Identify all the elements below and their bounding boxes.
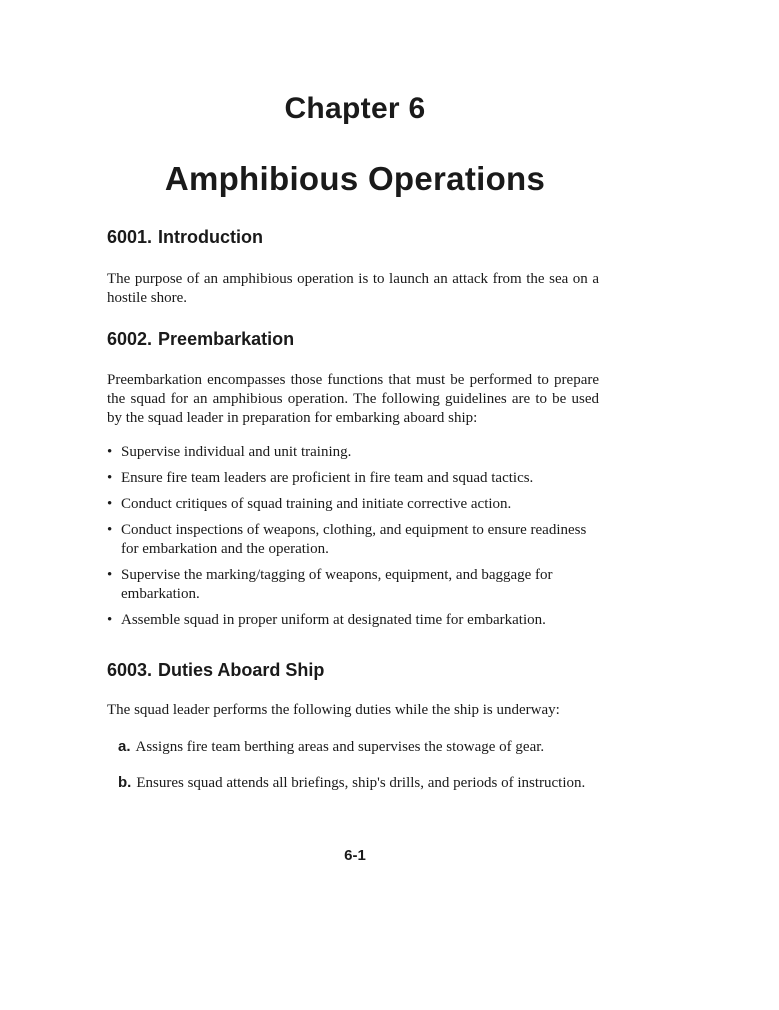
section-title: Introduction [158, 227, 264, 247]
list-item: • Conduct inspections of weapons, clothing, and equipment to ensure readiness for embarkation and the operation. [107, 522, 587, 557]
item-letter: b. [118, 774, 132, 791]
list-item: • Ensure fire team leaders are proficient in fire team and squad tactics. [107, 470, 534, 486]
section-title: Preembarkation [158, 329, 295, 349]
preembarkation-bullet-list [107, 443, 599, 637]
section-heading-6001 [107, 227, 263, 248]
item-letter: a. [118, 738, 131, 755]
list-item: • Conduct critiques of squad training and initiate corrective action. [107, 496, 512, 512]
lettered-item-a [118, 737, 599, 757]
section-number: 6002. [107, 329, 153, 349]
list-item: • Supervise individual and unit training. [107, 444, 352, 460]
page-number: 6-1 [344, 847, 366, 864]
section-heading-6003 [107, 660, 324, 681]
item-text: Ensures squad attends all briefings, ship's drills, and periods of instruction. [136, 775, 586, 791]
bullet-icon: • [107, 470, 113, 486]
intro-paragraph: The purpose of an amphibious operation is to launch an attack from the sea on a hostile shore. [107, 271, 599, 306]
section-number: 6003. [107, 660, 153, 680]
item-text: Assigns fire team berthing areas and supervises the stowage of gear. [135, 739, 545, 755]
chapter-title: Amphibious Operations [164, 160, 546, 197]
chapter-label: Chapter 6 [284, 92, 426, 125]
section-number: 6001. [107, 227, 153, 247]
bullet-icon: • [107, 567, 113, 583]
bullet-icon: • [107, 444, 113, 460]
bullet-icon: • [107, 496, 113, 512]
lettered-item-b [118, 773, 599, 793]
section-title: Duties Aboard Ship [158, 660, 325, 680]
bullet-icon: • [107, 522, 113, 538]
preembarkation-paragraph: Preembarkation encompasses those functions that must be performed to prepare the squad for an amphibious operation. The following guidelines are to be used by the squad leader in preparation for embarking aboard ship: [107, 372, 599, 426]
bullet-icon: • [107, 612, 113, 628]
list-item: • Assemble squad in proper uniform at designated time for embarkation. [107, 612, 546, 628]
list-item: • Supervise the marking/tagging of weapons, equipment, and baggage for embarkation. [107, 567, 553, 602]
section-heading-6002 [107, 329, 294, 350]
duties-paragraph: The squad leader performs the following duties while the ship is underway: [107, 702, 560, 718]
